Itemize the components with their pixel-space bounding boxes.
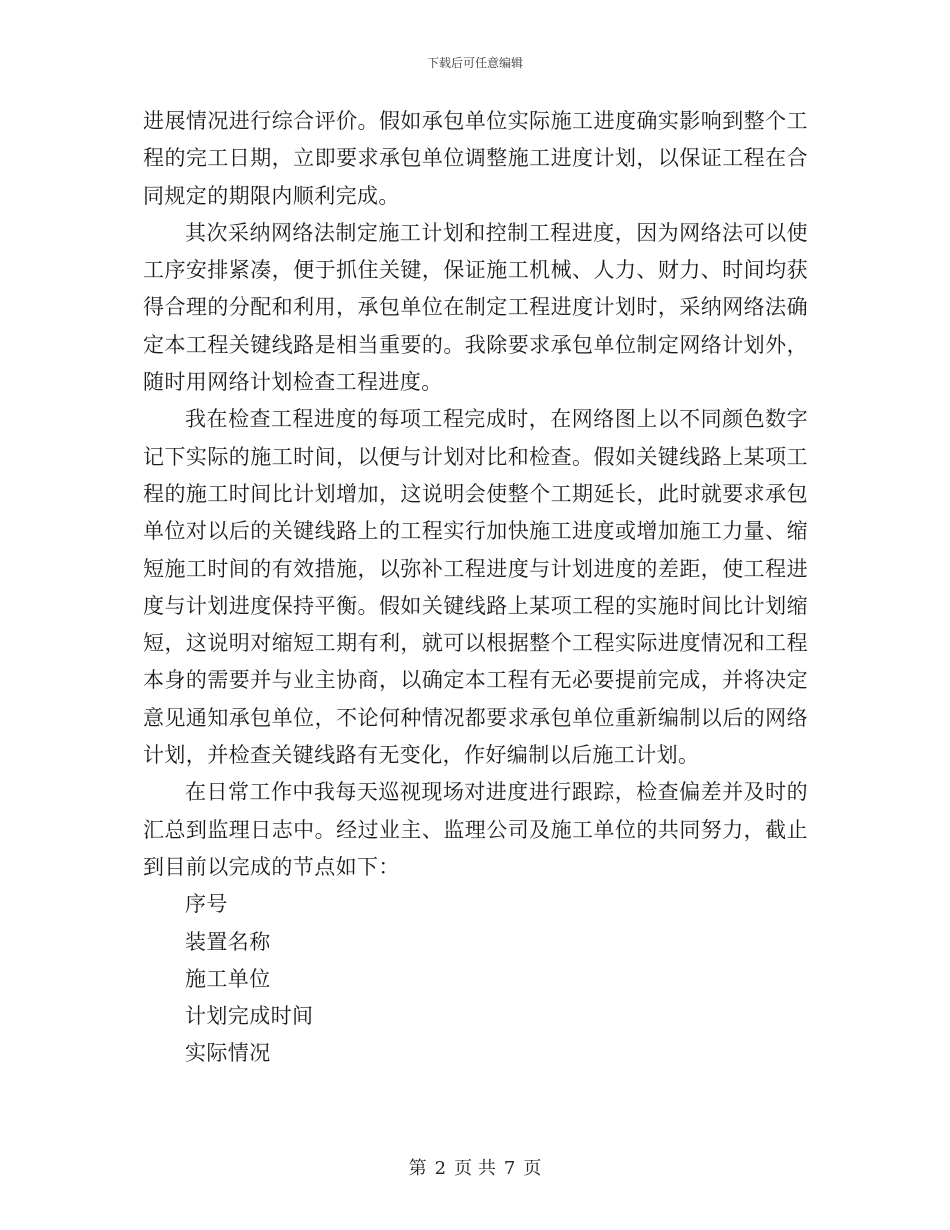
footer-middle: 页 共 [454,1158,496,1179]
paragraph-3: 我在检查工程进度的每项工程完成时，在网络图上以不同颜色数字记下实际的施工时间，以便与计划对比和检查。假如关键线路上某项工程的施工时间比计划增加，这说明会使整个工期延长，此时就要求承包单位对以后的关键线路上的工程实行加快施工进度或增加施工力量、缩短施工时间的有效措施，以弥补工程进度与计划进度的差距，使工程进度与计划进度保持平衡。假如关键线路上某项工程的实施时间比计划缩短，这说明对缩短工期有利，就可以根据整个工程实际进度情况和工程本身的需要并与业主协商，以确定本工程有无必要提前完成，并将决定意见通知承包单位，不论何种情况都要求承包单位重新编制以后的网络计划，并检查关键线路有无变化，作好编制以后施工计划。 [143,407,808,768]
list-item-contractor: 施工单位 [185,966,271,991]
paragraph-1: 进展情况进行综合评价。假如承包单位实际施工进度确实影响到整个工程的完工日期，立即要求承包单位调整施工进度计划，以保证工程在合同规定的期限内顺利完成。 [143,109,808,208]
node-list [143,886,808,1072]
footer-total-pages: 7 [503,1158,516,1179]
footer-suffix: 页 [523,1158,542,1179]
paragraph-2: 其次采纳网络法制定施工计划和控制工程进度，因为网络法可以使工序安排紧凑，便于抓住关键，保证施工机械、人力、财力、时间均获得合理的分配和利用，承包单位在制定工程进度计划时，采纳网络法确定本工程关键线路是相当重要的。我除要求承包单位制定网络计划外，随时用网络计划检查工程进度。 [143,220,808,395]
document-body [143,103,808,1073]
list-item-unit-name: 装置名称 [185,929,271,954]
footer-prefix: 第 [408,1158,427,1179]
page-footer [0,1154,950,1180]
header-note: 下载后可任意编辑 [426,56,523,70]
list-item-actual-status: 实际情况 [185,1041,271,1066]
list-item-planned-completion: 计划完成时间 [185,1004,314,1029]
footer-current-page: 2 [434,1158,447,1179]
paragraph-4: 在日常工作中我每天巡视现场对进度进行跟踪，检查偏差并及时的汇总到监理日志中。经过业主、监理公司及施工单位的共同努力，截止到目前以完成的节点如下： [143,780,808,879]
list-item-serial-number: 序号 [185,892,228,917]
